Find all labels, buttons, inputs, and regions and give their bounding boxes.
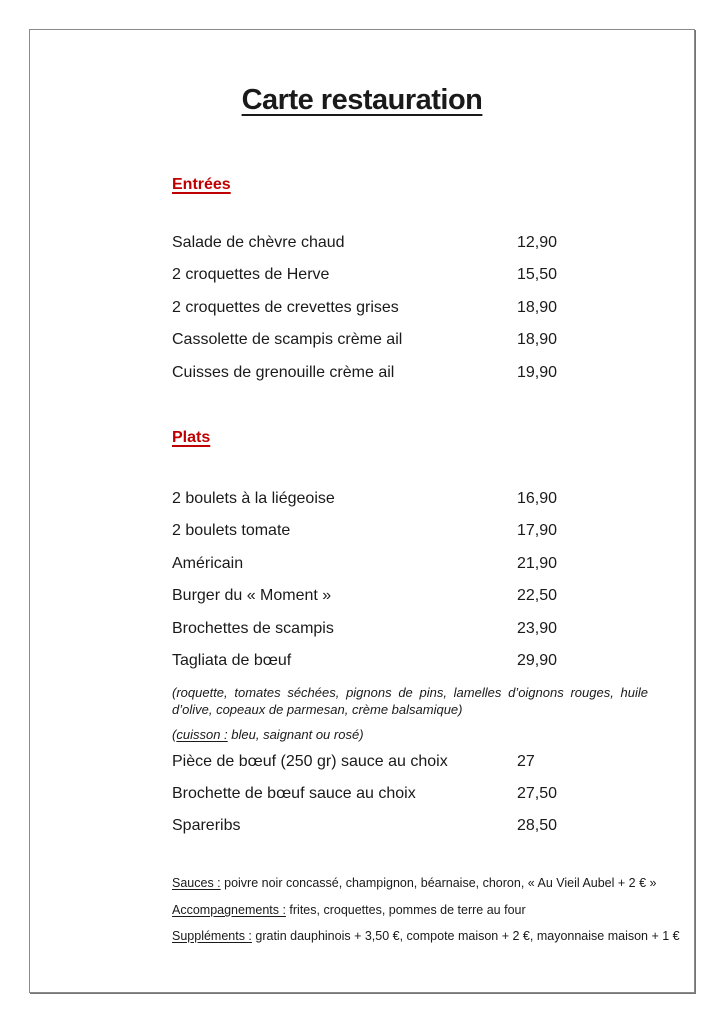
menu-item-price: 28,50 — [517, 817, 558, 834]
menu-item-price: 15,50 — [517, 266, 558, 283]
menu-item-name: Cuisses de grenouille crème ail — [172, 364, 395, 381]
menu-item-row — [172, 815, 664, 837]
cuisson-open-paren: ( — [172, 727, 177, 742]
menu-item-price: 22,50 — [517, 587, 558, 604]
menu-item-price: 18,90 — [517, 299, 558, 316]
menu-item-price: 27 — [517, 753, 535, 770]
menu-item-price: 17,90 — [517, 522, 558, 539]
tagliata-ingredients-note: (roquette, tomates séchées, pignons de pins, lamelles d’oignons rouges, huile d’olive, copeaux de parmesan, crème balsamique) — [172, 685, 648, 717]
menu-item-name: Brochette de bœuf sauce au choix — [172, 785, 416, 802]
menu-item-name: Burger du « Moment » — [172, 587, 332, 604]
menu-item-row — [172, 264, 664, 286]
menu-item-row — [172, 488, 664, 510]
cuisson-label: cuisson : — [176, 727, 228, 742]
sauces-label: Sauces : — [172, 876, 221, 890]
menu-item-row — [172, 297, 664, 319]
menu-item-name: Spareribs — [172, 817, 241, 834]
menu-item-row — [172, 751, 664, 773]
menu-item-price: 29,90 — [517, 652, 558, 669]
menu-item-name: 2 boulets à la liégeoise — [172, 490, 335, 507]
menu-item-name: Pièce de bœuf (250 gr) sauce au choix — [172, 753, 448, 770]
menu-item-price: 12,90 — [517, 234, 558, 251]
menu-item-row — [172, 585, 664, 607]
cuisson-note — [172, 726, 364, 743]
cuisson-text: bleu, saignant ou rosé) — [227, 727, 364, 742]
menu-item-row — [172, 783, 664, 805]
menu-item-price: 23,90 — [517, 620, 558, 637]
menu-item-row — [172, 362, 664, 384]
menu-item-name: Tagliata de bœuf — [172, 652, 292, 669]
menu-item-row — [172, 553, 664, 575]
menu-item-price: 18,90 — [517, 331, 558, 348]
menu-item-price: 27,50 — [517, 785, 558, 802]
menu-item-price: 19,90 — [517, 364, 558, 381]
menu-item-name: Américain — [172, 555, 244, 572]
menu-item-name: Salade de chèvre chaud — [172, 234, 345, 251]
menu-item-price: 16,90 — [517, 490, 558, 507]
supplements-label: Suppléments : — [172, 929, 252, 943]
supplements-text: gratin dauphinois + 3,50 €, compote maison + 2 €, mayonnaise maison + 1 € — [251, 929, 680, 943]
section-heading-plats: Plats — [172, 429, 211, 446]
supplements-note — [172, 928, 680, 944]
section-heading-entrees: Entrées — [172, 176, 231, 193]
accompagnements-text: frites, croquettes, pommes de terre au four — [285, 903, 526, 917]
menu-item-name: 2 croquettes de crevettes grises — [172, 299, 399, 316]
menu-page — [29, 29, 695, 993]
page-title: Carte restauration — [241, 84, 483, 116]
menu-item-name: 2 croquettes de Herve — [172, 266, 330, 283]
menu-item-row — [172, 650, 664, 672]
menu-item-row — [172, 232, 664, 254]
menu-item-row — [172, 520, 664, 542]
menu-item-row — [172, 329, 664, 351]
menu-item-name: Cassolette de scampis crème ail — [172, 331, 403, 348]
menu-item-name: Brochettes de scampis — [172, 620, 334, 637]
sauces-note — [172, 875, 656, 891]
menu-item-row — [172, 618, 664, 640]
menu-item-price: 21,90 — [517, 555, 558, 572]
menu-item-name: 2 boulets tomate — [172, 522, 291, 539]
accompagnements-note — [172, 902, 526, 918]
accompagnements-label: Accompagnements : — [172, 903, 286, 917]
sauces-text: poivre noir concassé, champignon, béarnaise, choron, « Au Vieil Aubel + 2 € » — [220, 876, 657, 890]
